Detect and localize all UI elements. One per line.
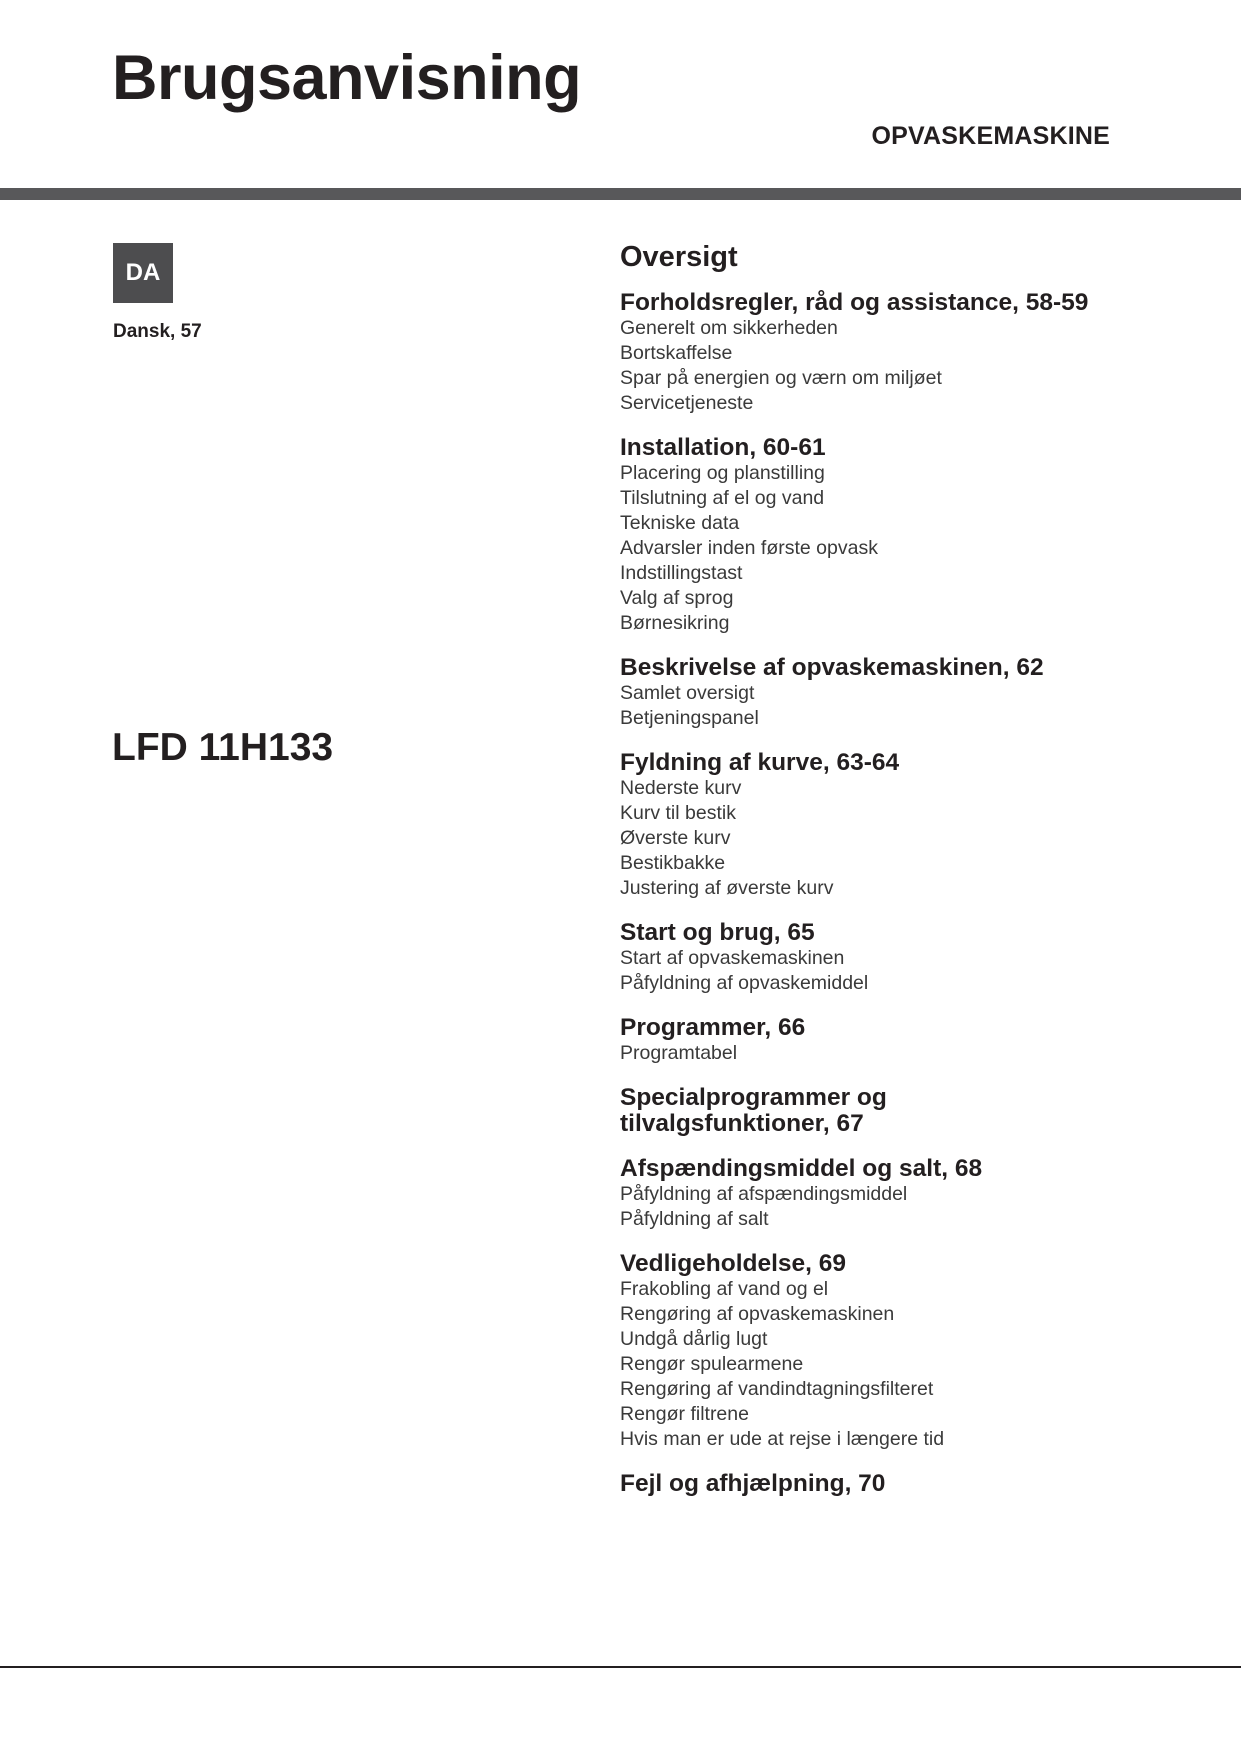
toc-section [620, 1015, 1140, 1066]
toc-item: Start af opvaskemaskinen [620, 946, 845, 969]
toc-item: Valg af sprog [620, 586, 734, 609]
toc-section-title: Afspændingsmiddel og salt, 68 [620, 1154, 983, 1182]
toc-section [620, 1156, 1140, 1232]
toc-section-title: Programmer, 66 [620, 1013, 806, 1041]
toc-item: Hvis man er ude at rejse i længere tid [620, 1427, 945, 1450]
toc-item: Advarsler inden første opvask [620, 536, 878, 559]
toc-item: Rengør spulearmene [620, 1352, 804, 1375]
toc-item: Programtabel [620, 1041, 738, 1064]
toc-item: Frakobling af vand og el [620, 1277, 829, 1300]
footer-divider [0, 1666, 1241, 1668]
toc-item: Tilslutning af el og vand [620, 486, 825, 509]
table-of-contents [620, 240, 1140, 1516]
toc-item: Rengøring af vandindtagningsfilteret [620, 1377, 934, 1400]
toc-item: Bortskaffelse [620, 341, 733, 364]
language-badge: DA [113, 243, 173, 303]
product-type: OPVASKEMASKINE [871, 122, 1110, 150]
toc-item: Øverste kurv [620, 826, 731, 849]
toc-section-title: Start og brug, 65 [620, 918, 815, 946]
header-divider [0, 188, 1241, 200]
toc-section [620, 1085, 1140, 1137]
toc-section-title: Fyldning af kurve, 63-64 [620, 748, 900, 776]
language-page-reference: Dansk, 57 [113, 321, 202, 342]
toc-item: Justering af øverste kurv [620, 876, 834, 899]
model-number: LFD 11H133 [112, 726, 334, 769]
toc-item: Påfyldning af salt [620, 1207, 769, 1230]
toc-item: Placering og planstilling [620, 461, 825, 484]
toc-section-title: Fejl og afhjælpning, 70 [620, 1469, 886, 1497]
toc-section-title: Beskrivelse af opvaskemaskinen, 62 [620, 653, 1044, 681]
toc-item: Nederste kurv [620, 776, 742, 799]
toc-section-title: Specialprogrammer og [620, 1083, 887, 1111]
toc-section [620, 750, 1140, 901]
toc-item: Spar på energien og værn om miljøet [620, 366, 942, 389]
toc-section [620, 655, 1140, 731]
toc-section [620, 435, 1140, 636]
toc-item: Børnesikring [620, 611, 730, 634]
toc-item: Servicetjeneste [620, 391, 754, 414]
toc-item: Rengør filtrene [620, 1402, 749, 1425]
toc-item: Kurv til bestik [620, 801, 736, 824]
toc-section [620, 920, 1140, 996]
toc-item: Generelt om sikkerheden [620, 316, 838, 339]
toc-section [620, 1471, 1140, 1497]
toc-section [620, 290, 1140, 416]
toc-item: Rengøring af opvaskemaskinen [620, 1302, 895, 1325]
toc-section-title: tilvalgsfunktioner, 67 [620, 1109, 864, 1137]
toc-section-title: Installation, 60-61 [620, 433, 826, 461]
toc-item: Undgå dårlig lugt [620, 1327, 768, 1350]
toc-item: Tekniske data [620, 511, 740, 534]
toc-item: Samlet oversigt [620, 681, 755, 704]
toc-section-title: Vedligeholdelse, 69 [620, 1249, 847, 1277]
toc-item: Bestikbakke [620, 851, 726, 874]
document-title: Brugsanvisning [112, 43, 582, 113]
toc-item: Indstillingstast [620, 561, 743, 584]
toc-item: Påfyldning af opvaskemiddel [620, 971, 869, 994]
toc-heading: Oversigt [620, 241, 738, 273]
toc-item: Påfyldning af afspændingsmiddel [620, 1182, 908, 1205]
toc-item: Betjeningspanel [620, 706, 759, 729]
toc-section [620, 1251, 1140, 1452]
toc-section-title: Forholdsregler, råd og assistance, 58-59 [620, 288, 1089, 316]
